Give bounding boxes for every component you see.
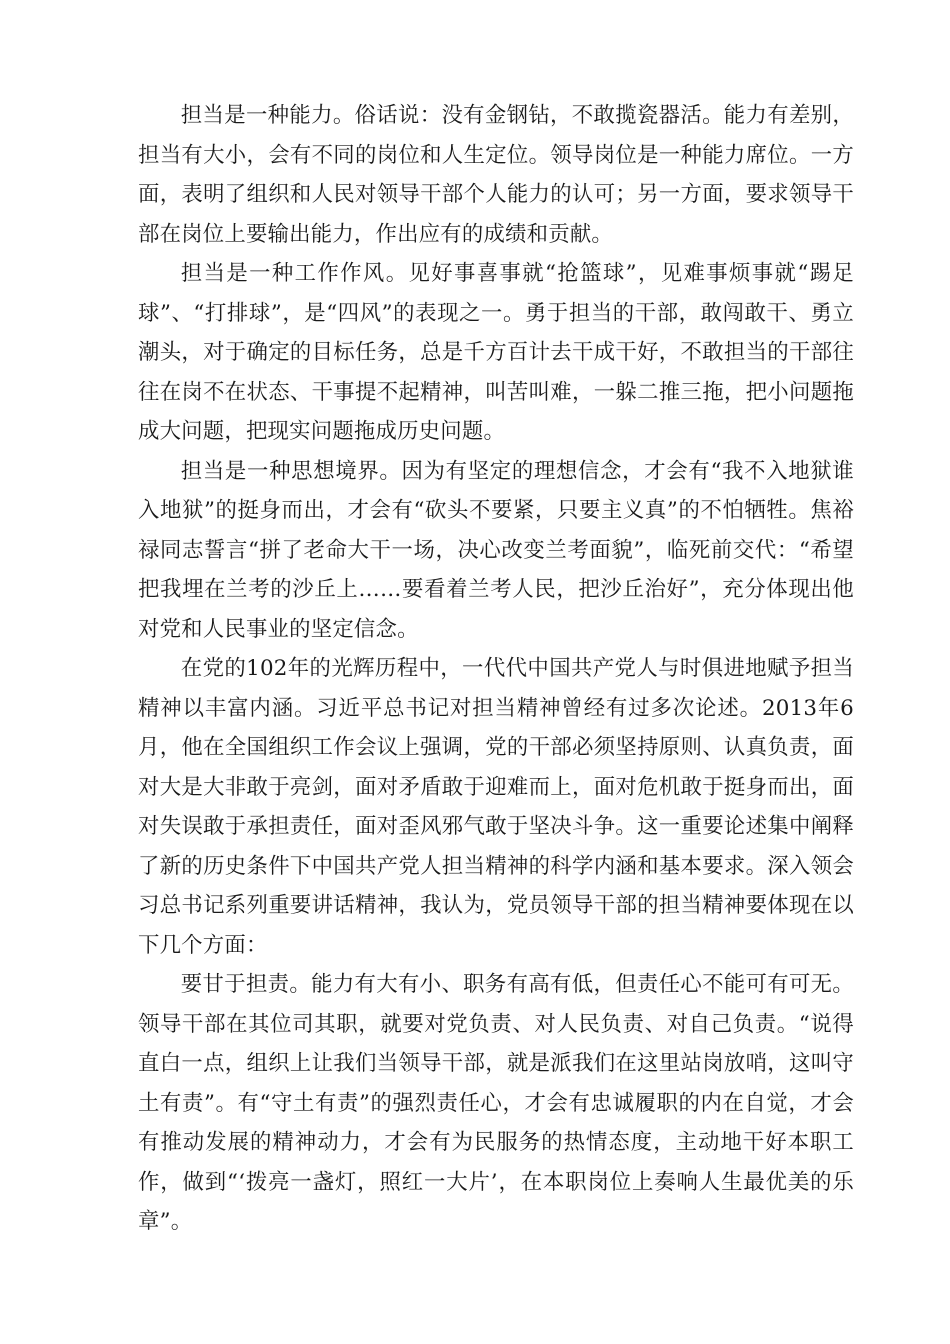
paragraph-work-style: 担当是一种工作作风。见好事喜事就“抢篮球”，见难事烦事就“踢足球”、“打排球”，是“四风”的表现之一。勇于担当的干部，敢闯敢干、勇立潮头，对于确定的目标任务，总是千方百计去干成干好，不敢担当的干部往往在岗不在状态、干事提不起精神，叫苦叫难，一躲二推三拖，把小问题拖成大问题，把现实问题拖成历史问题。: [138, 261, 854, 444]
paragraph-responsibility: 要甘于担责。能力有大有小、职务有高有低，但责任心不能可有可无。领导干部在其位司其职，就要对党负责、对人民负责、对自己负责。“说得直白一点，组织上让我们当领导干部，就是派我们在这里站岗放哨，这叫守土有责”。有“守土有责”的强烈责任心，才会有忠诚履职的内在自觉，才会有推动发展的精神动力，才会有为民服务的热情态度，主动地干好本职工作，做到“‘拨亮一盏灯，照红一大片’，在本职岗位上奏响人生最优美的乐章”。: [138, 972, 854, 1234]
paragraph-party-history: 在党的102年的光辉历程中，一代代中国共产党人与时俱进地赋予担当精神以丰富内涵。习近平总书记对担当精神曾经有过多次论述。2013年6月，他在全国组织工作会议上强调，党的干部必须坚持原则、认真负责，面对大是大非敢于亮剑，面对矛盾敢于迎难而上，面对危机敢于挺身而出，面对失误敢于承担责任，面对歪风邪气敢于坚决斗争。这一重要论述集中阐释了新的历史条件下中国共产党人担当精神的科学内涵和基本要求。深入领会习总书记系列重要讲话精神，我认为，党员领导干部的担当精神要体现在以下几个方面：: [138, 656, 854, 958]
paragraph-ideological-realm: 担当是一种思想境界。因为有坚定的理想信念，才会有“我不入地狱谁入地狱”的挺身而出，才会有“砍头不要紧，只要主义真”的不怕牺牲。焦裕禄同志誓言“拼了老命大干一场，决心改变兰考面貌”，临死前交代：“希望把我埋在兰考的沙丘上……要看着兰考人民，把沙丘治好”，充分体现出他对党和人民事业的坚定信念。: [138, 458, 854, 642]
document-body: [138, 96, 854, 1242]
paragraph-ability: 担当是一种能力。俗话说：没有金钢钻，不敢揽瓷器活。能力有差别，担当有大小，会有不同的岗位和人生定位。领导岗位是一种能力席位。一方面，表明了组织和人民对领导干部个人能力的认可；另一方面，要求领导干部在岗位上要输出能力，作出应有的成绩和贡献。: [138, 103, 854, 247]
